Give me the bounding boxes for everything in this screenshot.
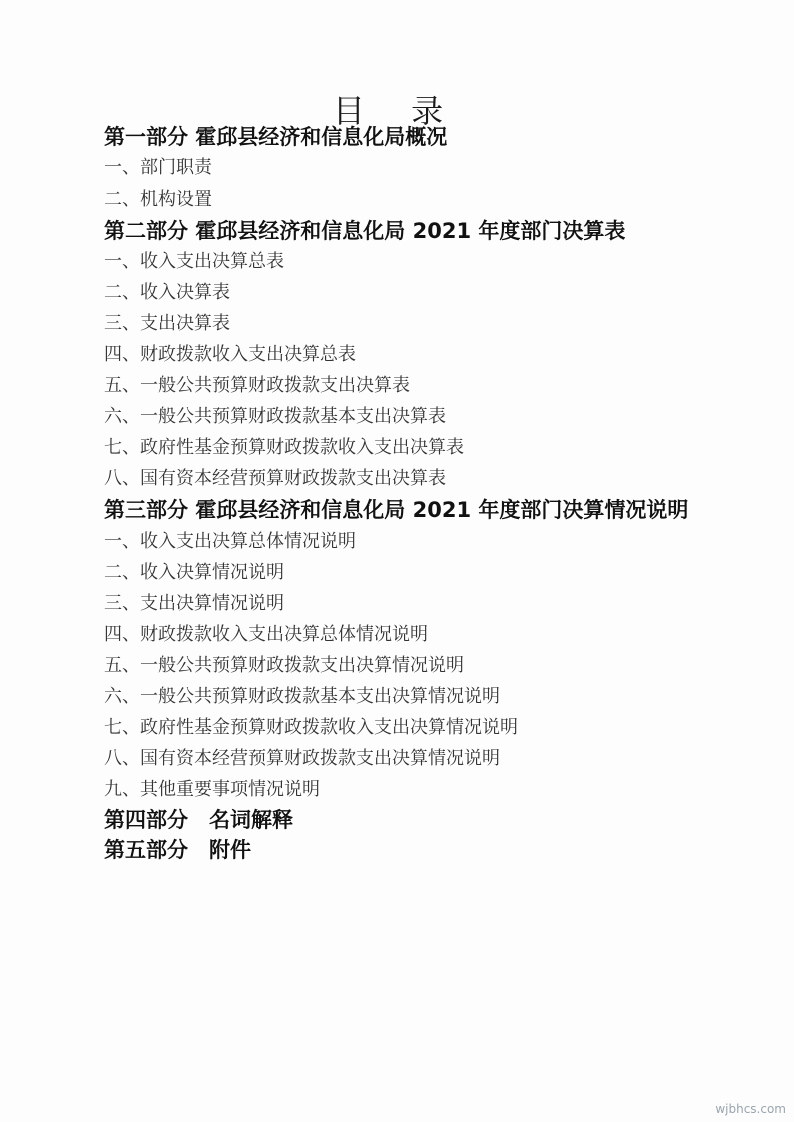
toc-item[interactable]: 二、机构设置 xyxy=(104,189,212,210)
toc-item[interactable]: 四、财政拨款收入支出决算总表 xyxy=(104,344,356,365)
toc-item[interactable]: 三、支出决算表 xyxy=(104,313,230,334)
toc-item[interactable]: 二、收入决算表 xyxy=(104,282,230,303)
part-2-heading[interactable]: 第二部分 霍邱县经济和信息化局 2021 年度部门决算表 xyxy=(104,219,626,243)
toc-item[interactable]: 六、一般公共预算财政拨款基本支出决算情况说明 xyxy=(104,686,500,707)
toc-item[interactable]: 五、一般公共预算财政拨款支出决算情况说明 xyxy=(104,655,464,676)
toc-item[interactable]: 八、国有资本经营预算财政拨款支出决算表 xyxy=(104,468,446,489)
toc-item[interactable]: 二、收入决算情况说明 xyxy=(104,562,284,583)
part-3-heading[interactable]: 第三部分 霍邱县经济和信息化局 2021 年度部门决算情况说明 xyxy=(104,498,689,522)
toc-item[interactable]: 一、收入支出决算总体情况说明 xyxy=(104,531,356,552)
part-5-heading[interactable]: 第五部分 附件 xyxy=(104,838,251,862)
toc-item[interactable]: 五、一般公共预算财政拨款支出决算表 xyxy=(104,375,410,396)
table-of-contents xyxy=(104,122,704,865)
toc-item[interactable]: 九、其他重要事项情况说明 xyxy=(104,779,320,800)
toc-item[interactable]: 六、一般公共预算财政拨款基本支出决算表 xyxy=(104,406,446,427)
toc-item[interactable]: 一、部门职责 xyxy=(104,157,212,178)
part-1-heading[interactable]: 第一部分 霍邱县经济和信息化局概况 xyxy=(104,125,448,149)
toc-item[interactable]: 七、政府性基金预算财政拨款收入支出决算表 xyxy=(104,437,464,458)
toc-item[interactable]: 四、财政拨款收入支出决算总体情况说明 xyxy=(104,624,428,645)
part-4-heading[interactable]: 第四部分 名词解释 xyxy=(104,808,293,832)
toc-item[interactable]: 八、国有资本经营预算财政拨款支出决算情况说明 xyxy=(104,748,500,769)
toc-item[interactable]: 三、支出决算情况说明 xyxy=(104,593,284,614)
toc-item[interactable]: 七、政府性基金预算财政拨款收入支出决算情况说明 xyxy=(104,717,518,738)
toc-item[interactable]: 一、收入支出决算总表 xyxy=(104,251,284,272)
toc-title: 目 录 xyxy=(332,92,462,130)
watermark: wjbhcs.com xyxy=(715,1102,786,1116)
